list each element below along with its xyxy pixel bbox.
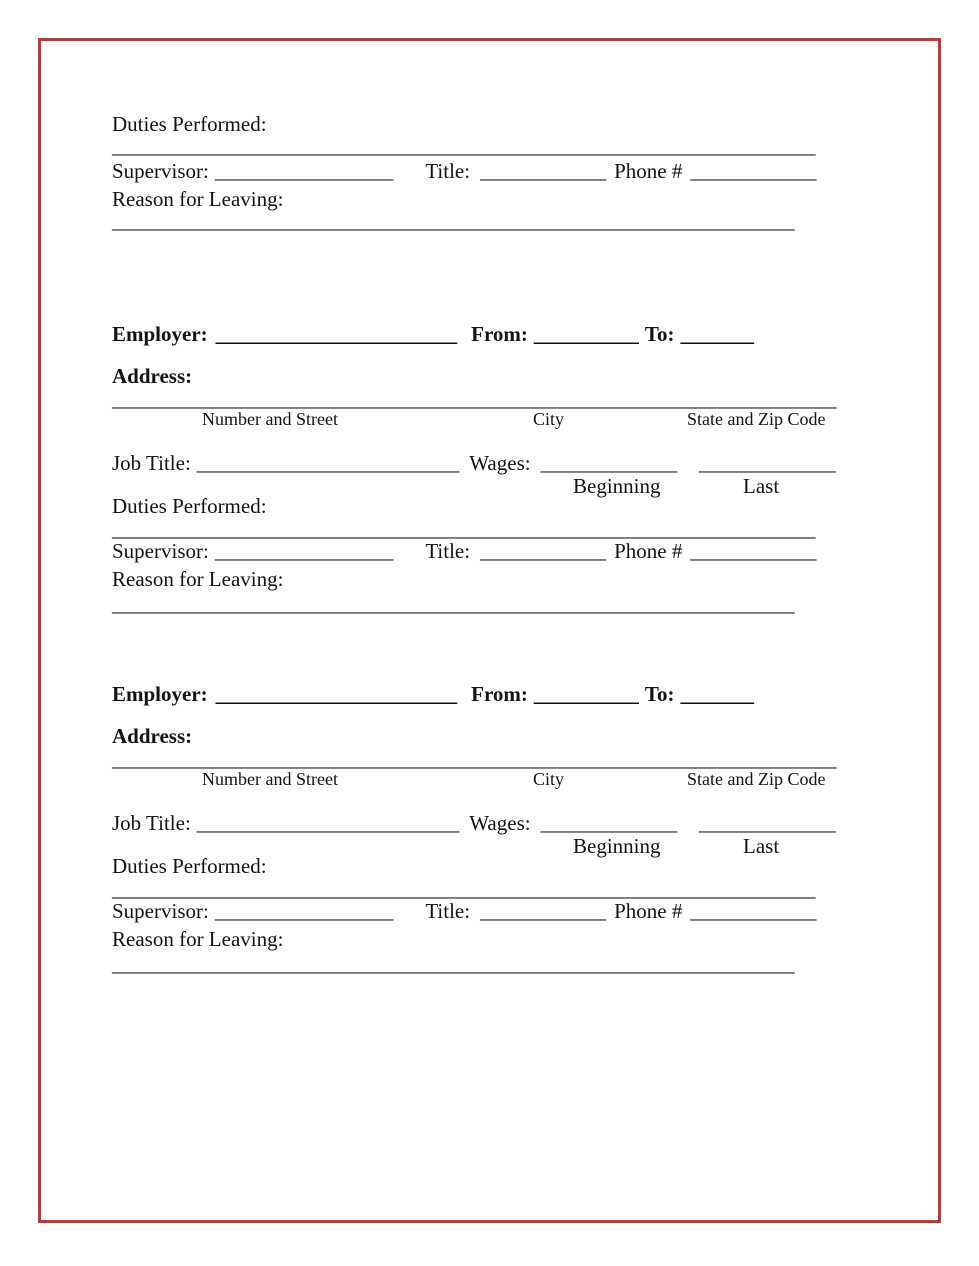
- number-and-street-label: Number and Street: [202, 409, 338, 429]
- reason-for-leaving-line: _________________________________________________________________: [112, 952, 795, 976]
- employer-row: [112, 321, 852, 347]
- beginning-label: Beginning: [573, 474, 661, 498]
- wages-label: Wages:: [469, 451, 531, 475]
- supervisor-row: [112, 898, 852, 924]
- job-title-row: [112, 450, 852, 476]
- last-label: Last: [743, 474, 780, 498]
- employer-row: [112, 681, 852, 707]
- from-label: From:: [471, 682, 528, 706]
- to-blank: _______: [680, 682, 754, 706]
- employer-blank: _______________________: [215, 322, 458, 346]
- city-label: City: [533, 769, 565, 789]
- duties-performed-line: ___________________________________________________________________: [112, 134, 816, 158]
- duties-performed-line: ___________________________________________________________________: [112, 877, 816, 901]
- from-blank: __________: [533, 322, 639, 346]
- job-title-label: Job Title:: [112, 451, 191, 475]
- reason-for-leaving-line: _________________________________________________________________: [112, 592, 795, 616]
- phone-blank: ____________: [690, 159, 817, 183]
- wages-last-blank: _____________: [699, 451, 836, 475]
- to-label: To:: [644, 322, 675, 346]
- wages-beginning-blank: _____________: [540, 451, 678, 475]
- state-and-zip-label: State and Zip Code: [687, 409, 826, 429]
- title-blank: ____________: [480, 539, 607, 563]
- employer-blank: _______________________: [215, 682, 458, 706]
- last-label: Last: [743, 834, 780, 858]
- employer-label: Employer:: [112, 322, 208, 346]
- job-title-label: Job Title:: [112, 811, 191, 835]
- duties-performed-line: ___________________________________________________________________: [112, 517, 816, 541]
- reason-for-leaving-label: Reason for Leaving:: [112, 927, 284, 951]
- supervisor-label: Supervisor:: [112, 539, 209, 563]
- from-label: From:: [471, 322, 528, 346]
- phone-label: Phone #: [614, 539, 683, 563]
- title-label: Title:: [425, 899, 471, 923]
- title-blank: ____________: [480, 899, 607, 923]
- job-title-row: [112, 810, 852, 836]
- phone-blank: ____________: [690, 539, 817, 563]
- supervisor-row: [112, 538, 852, 564]
- from-blank: __________: [533, 682, 639, 706]
- supervisor-label: Supervisor:: [112, 899, 209, 923]
- wages-last-blank: _____________: [699, 811, 836, 835]
- job-title-blank: _________________________: [196, 451, 460, 475]
- address-line: _____________________________________________________________________: [112, 747, 837, 771]
- city-label: City: [533, 409, 565, 429]
- duties-performed-label: Duties Performed:: [112, 854, 267, 878]
- wages-label: Wages:: [469, 811, 531, 835]
- phone-label: Phone #: [614, 159, 683, 183]
- reason-for-leaving-line: _________________________________________________________________: [112, 209, 795, 233]
- number-and-street-label: Number and Street: [202, 769, 338, 789]
- address-label: Address:: [112, 364, 193, 388]
- supervisor-label: Supervisor:: [112, 159, 209, 183]
- duties-performed-label: Duties Performed:: [112, 112, 267, 136]
- supervisor-blank: _________________: [214, 159, 394, 183]
- supervisor-blank: _________________: [214, 539, 394, 563]
- reason-for-leaving-label: Reason for Leaving:: [112, 187, 284, 211]
- reason-for-leaving-label: Reason for Leaving:: [112, 567, 284, 591]
- address-line: _____________________________________________________________________: [112, 387, 837, 411]
- employer-label: Employer:: [112, 682, 208, 706]
- title-label: Title:: [425, 539, 471, 563]
- state-and-zip-label: State and Zip Code: [687, 769, 826, 789]
- phone-blank: ____________: [690, 899, 817, 923]
- duties-performed-label: Duties Performed:: [112, 494, 267, 518]
- phone-label: Phone #: [614, 899, 683, 923]
- to-label: To:: [644, 682, 675, 706]
- title-label: Title:: [425, 159, 471, 183]
- beginning-label: Beginning: [573, 834, 661, 858]
- to-blank: _______: [680, 322, 754, 346]
- supervisor-blank: _________________: [214, 899, 394, 923]
- job-title-blank: _________________________: [196, 811, 460, 835]
- supervisor-row: [112, 158, 852, 184]
- address-label: Address:: [112, 724, 193, 748]
- wages-beginning-blank: _____________: [540, 811, 678, 835]
- title-blank: ____________: [480, 159, 607, 183]
